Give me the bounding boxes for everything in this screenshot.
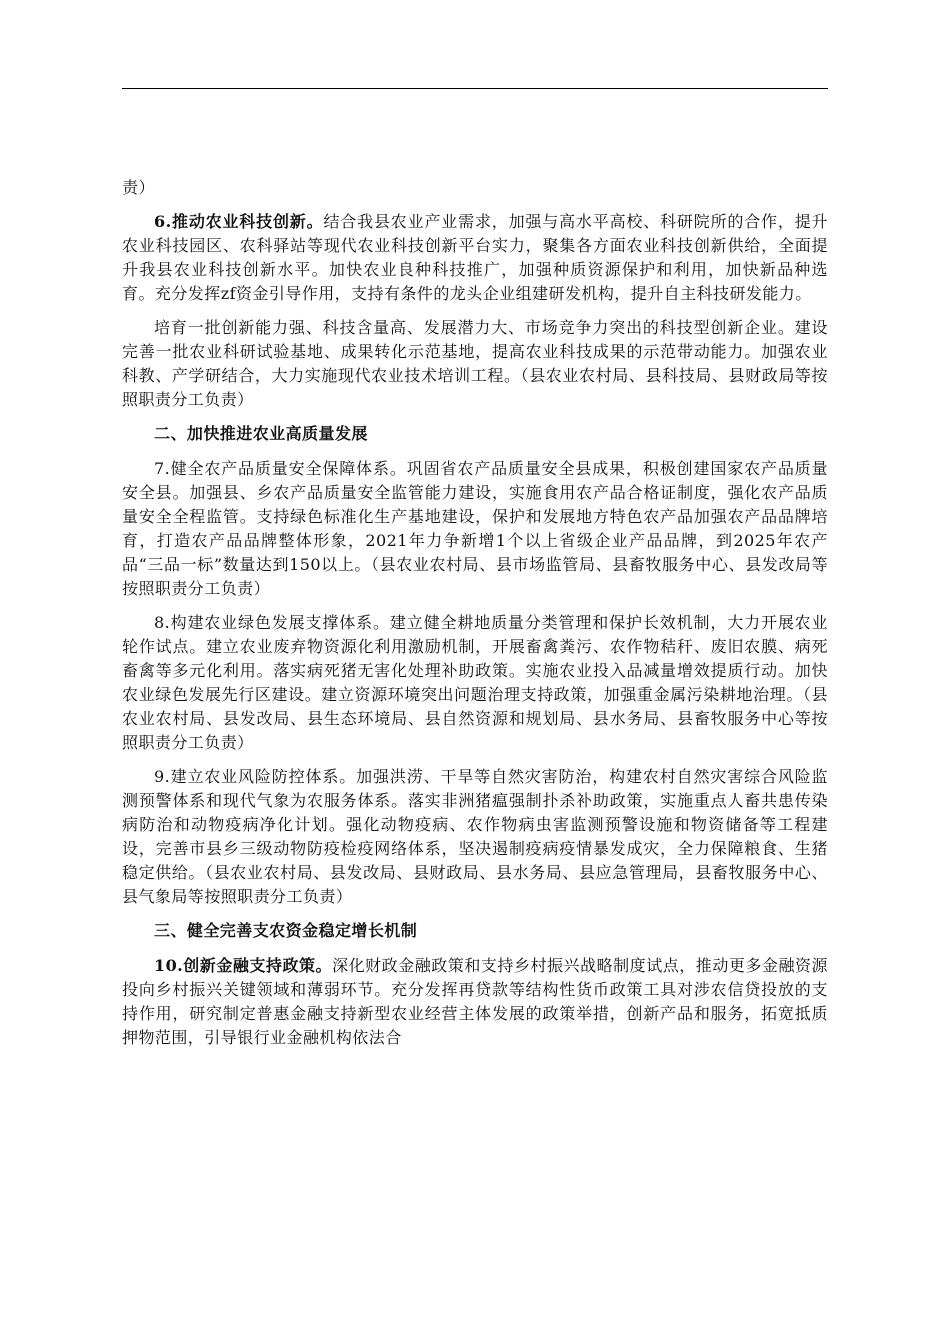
paragraph-6-lead: 6.推动农业科技创新。: [154, 212, 324, 231]
paragraph-10-lead: 10.创新金融支持政策。: [154, 956, 333, 975]
paragraph-6-body: 结合我县农业产业需求，加强与高水平高校、科研院所的合作，提升农业科技园区、农科驿站等现代农业科技创新平台实力，聚集各方面农业科技创新供给，全面提升我县农业科技创新水平。加快农业良种科技推广，加强种质资源保护和利用，加快新品种选育。充分发挥zf资金引导作用，支持有条件的龙头企业组建研发机构，提升自主科技研发能力。: [122, 212, 828, 303]
document-body: [122, 176, 828, 1060]
paragraph-8: 8.构建农业绿色发展支撑体系。建立健全耕地质量分类管理和保护长效机制，大力开展农业轮作试点。建立农业废弃物资源化利用激励机制，开展畜禽粪污、农作物秸秆、废旧农膜、病死畜禽等多元化利用。落实病死猪无害化处理补助政策。实施农业投入品减量增效提质行动。加快农业绿色发展先行区建设。建立资源环境突出问题治理支持政策，加强重金属污染耕地治理。（县农业农村局、县发改局、县生态环境局、县自然资源和规划局、县水务局、县畜牧服务中心等按照职责分工负责）: [122, 613, 828, 752]
paragraph-10-body: 深化财政金融政策和支持乡村振兴战略制度试点，推动更多金融资源投向乡村振兴关键领域和薄弱环节。充分发挥再贷款等结构性货币政策工具对涉农信贷投放的支持作用，研究制定普惠金融支持新型农业经营主体发展的政策举措，创新产品和服务，拓宽抵质押物范围，引导银行业金融机构依法合: [122, 956, 828, 1047]
carry-over-text: 责）: [122, 178, 155, 197]
paragraph-6: [122, 210, 828, 306]
paragraph-10: [122, 954, 828, 1050]
section-3-heading: 三、健全完善支农资金稳定增长机制: [154, 921, 418, 940]
paragraph-6-continued: 培育一批创新能力强、科技含量高、发展潜力大、市场竞争力突出的科技型创新企业。建设完善一批农业科研试验基地、成果转化示范基地，提高农业科技成果的示范带动能力。加强农业科教、产学研结合，大力实施现代农业技术培训工程。（县农业农村局、县科技局、县财政局等按照职责分工负责）: [122, 318, 828, 409]
paragraph-9: 9.建立农业风险防控体系。加强洪涝、干旱等自然灾害防治，构建农村自然灾害综合风险监测预警体系和现代气象为农服务体系。落实非洲猪瘟强制扑杀补助政策，实施重点人畜共患传染病防治和动物疫病净化计划。强化动物疫病、农作物病虫害监测预警设施和物资储备等工程建设，完善市县乡三级动物防疫检疫网络体系，坚决遏制疫病疫情暴发成灾，全力保障粮食、生猪稳定供给。（县农业农村局、县发改局、县财政局、县水务局、县应急管理局，县畜牧服务中心、县气象局等按照职责分工负责）: [122, 767, 828, 906]
section-2-heading: 二、加快推进农业高质量发展: [154, 424, 368, 443]
paragraph-7: 7.健全农产品质量安全保障体系。巩固省农产品质量安全县成果，积极创建国家农产品质量安全县。加强县、乡农产品质量安全监管能力建设，实施食用农产品合格证制度，强化农产品质量安全全程监管。支持绿色标准化生产基地建设，保护和发展地方特色农产品加强农产品品牌培育，打造农产品品牌整体形象，2021年力争新增1个以上省级企业产品品牌，到2025年农产品“三品一标”数量达到150以上。（县农业农村局、县市场监管局、县畜牧服务中心、县发改局等按照职责分工负责）: [122, 459, 828, 598]
header-rule: [122, 88, 828, 89]
